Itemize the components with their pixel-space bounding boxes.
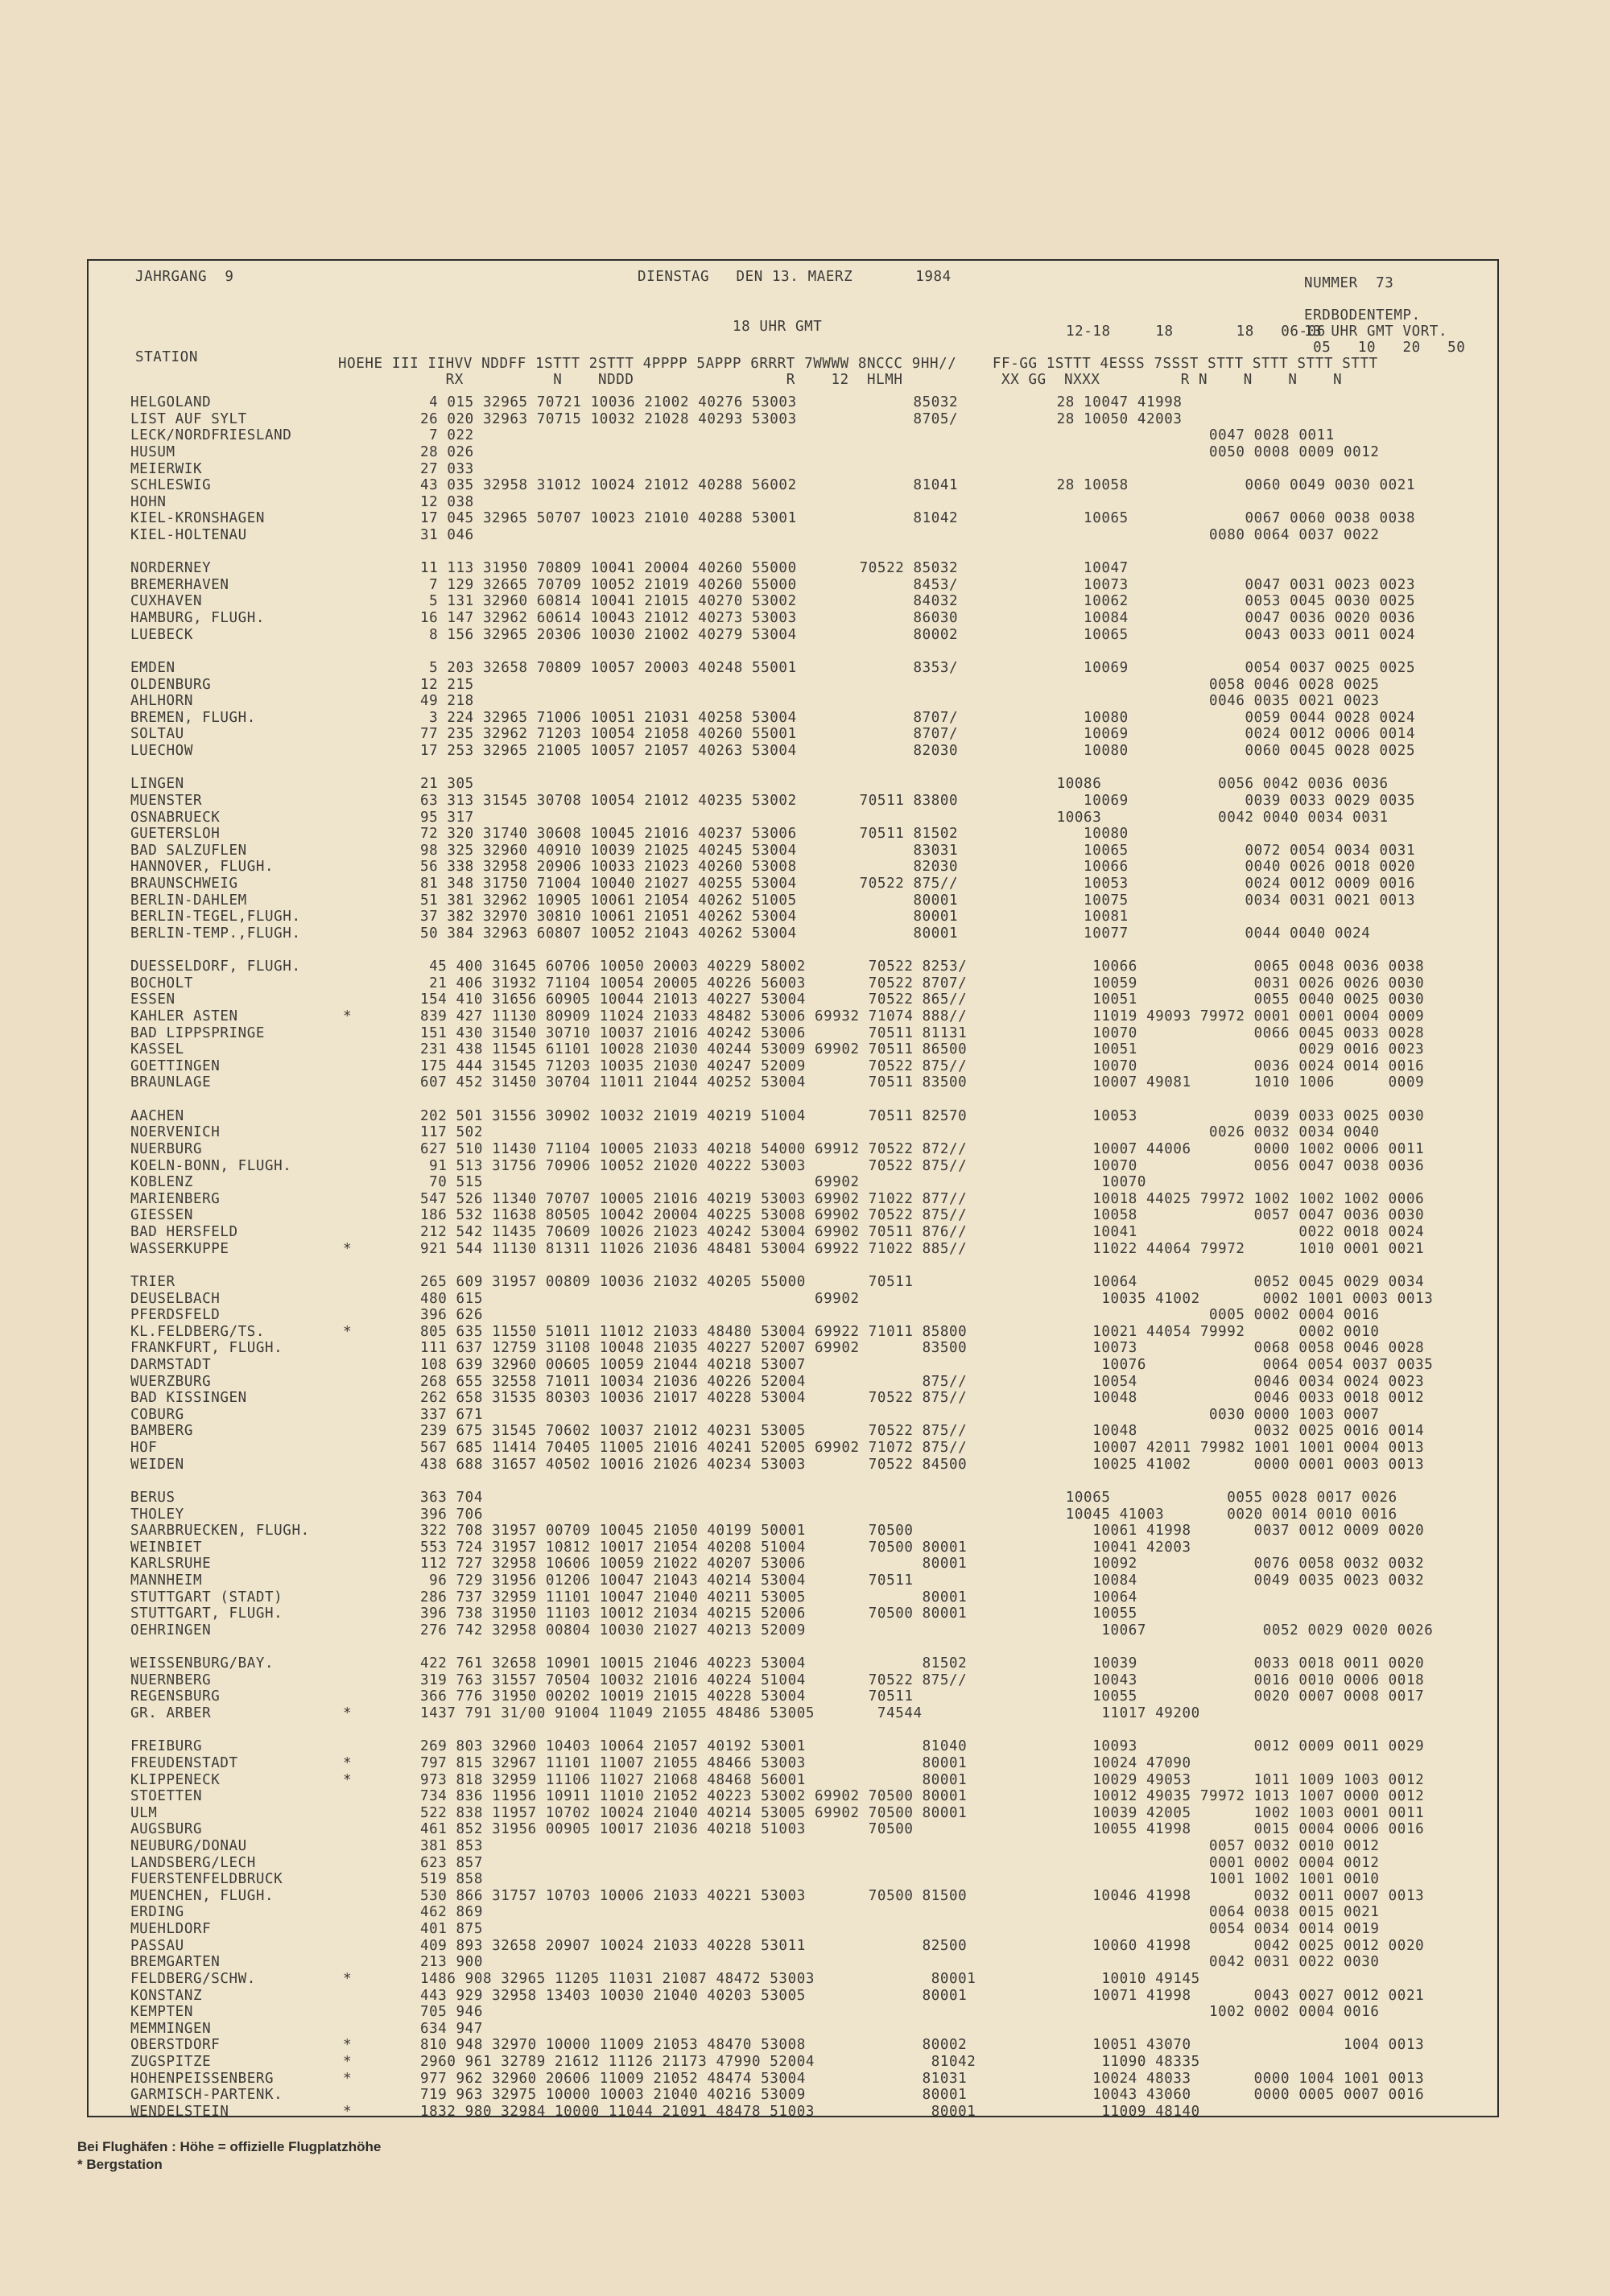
station-name: BAD LIPPSPRINGE [130,1024,266,1041]
station-name: FRANKFURT, FLUGH. [130,1340,283,1357]
jahrgang: JAHRGANG 9 [135,269,234,285]
observation-values: 12 215 0058 0046 0028 0025 [420,676,1380,693]
observation-values: 363 704 10065 0055 0028 0017 0026 [420,1489,1397,1506]
station-name: NOERVENICH [130,1124,221,1141]
station-name: GUETERSLOH [130,826,221,843]
station-name: BRAUNLAGE [130,1074,212,1091]
soil-temp-time: 13 UHR GMT VORT. [1304,324,1448,340]
station-name: HOF [130,1440,158,1457]
observation-values: 5 131 32960 60814 10041 21015 40270 53002 84032 10062 0053 0045 0030 0025 [420,593,1416,610]
observation-values: 49 218 0046 0035 0021 0023 [420,693,1380,710]
station-name: GOETTINGEN [130,1057,221,1074]
observation-values: 77 235 32962 71203 10054 21058 40260 55001 8707/ 10069 0024 0012 0006 0014 [420,726,1416,743]
station-name: PFERDSFELD [130,1307,221,1324]
observation-values: 443 929 32958 13403 10030 21040 40203 53005 80001 10071 41998 0043 0027 0012 0021 [420,1987,1425,2004]
column-header-2: RX N NDDD R 12 HLMH XX GG NXXX R N N N N [338,372,1343,388]
station-name: KONSTANZ [130,1987,203,2004]
observation-values: 705 946 1002 0002 0004 0016 [420,2004,1380,2021]
station-name: DEUSELBACH [130,1290,221,1307]
station-name: ESSEN [130,991,175,1008]
station-name: LIST AUF SYLT [130,410,247,427]
observation-values: 627 510 11430 71104 10005 21033 40218 54000 69912 70522 872// 10007 44006 0000 1002 0006 0011 [420,1140,1425,1157]
station-name: MUENSTER [130,792,203,809]
observation-values: 607 452 31450 30704 11011 21044 40252 53004 70511 83500 10007 49081 1010 1006 0009 [420,1074,1425,1091]
observation-values: 319 763 31557 70504 10032 21016 40224 51004 70522 875// 10043 0016 0010 0006 0018 [420,1672,1425,1688]
station-name: WASSERKUPPE [130,1240,229,1257]
station-name: AUGSBURG [130,1821,203,1838]
observation-values: 81 348 31750 71004 10040 21027 40255 53004 70522 875// 10053 0024 0012 0009 0016 [420,876,1416,892]
station-name: STUTTGART (STADT) [130,1589,283,1606]
station-name: SCHLESWIG [130,477,212,494]
observation-values: 839 427 11130 80909 11024 21033 48482 53006 69932 71074 888// 11019 49093 79972 0001 0001 0004 0009 [420,1008,1425,1024]
observation-values: 480 615 69902 10035 41002 0002 1001 0003 0013 [420,1290,1434,1307]
observation-values: 117 502 0026 0032 0034 0040 [420,1124,1380,1141]
observation-values: 381 853 0057 0032 0010 0012 [420,1837,1380,1854]
station-name: FREIBURG [130,1738,203,1755]
station-name: HANNOVER, FLUGH. [130,859,275,876]
station-name: LINGEN [130,776,184,793]
station-name: KAHLER ASTEN [130,1008,238,1024]
observation-values: 567 685 11414 70405 11005 21016 40241 52005 69902 71072 875// 10007 42011 79982 1001 1001 0004 0013 [420,1440,1425,1457]
station-header: STATION [135,349,198,365]
station-name: NUERBURG [130,1140,203,1157]
observation-values: 21 305 10086 0056 0042 0036 0036 [420,776,1389,793]
station-name: AHLHORN [130,693,193,710]
station-name: KLIPPENECK [130,1771,221,1788]
observation-values: 337 671 0030 0000 1003 0007 [420,1406,1380,1423]
observation-values: 553 724 31957 10812 10017 21054 40208 51004 70500 80001 10041 42003 [420,1539,1191,1556]
station-name: HOHENPEISSENBERG [130,2070,275,2087]
station-name: LANDSBERG/LECH [130,1854,256,1871]
observation-values: 17 045 32965 50707 10023 21010 40288 53001 81042 10065 0067 0060 0038 0038 [420,510,1416,527]
observation-values: 396 706 10045 41003 0020 0014 0010 0016 [420,1506,1397,1523]
observation-values: 186 532 11638 80505 10042 20004 40225 53008 69902 70522 875// 10058 0057 0047 0036 0030 [420,1207,1425,1224]
observation-values: 175 444 31545 71203 10035 21030 40247 52009 70522 875// 10070 0036 0024 0014 0016 [420,1057,1425,1074]
observation-values: 396 738 31950 11103 10012 21034 40215 52006 70500 80001 10055 [420,1606,1137,1622]
station-name: KARLSRUHE [130,1556,212,1573]
station-name: WUERZBURG [130,1373,212,1390]
observation-values: 154 410 31656 60905 10044 21013 40227 53004 70522 865// 10051 0055 0040 0025 0030 [420,991,1425,1008]
observation-values: 28 026 0050 0008 0009 0012 [420,443,1380,460]
soil-temp-title: ERDBODENTEMP. [1304,307,1421,324]
station-name: DUESSELDORF, FLUGH. [130,958,301,975]
observation-values: 269 803 32960 10403 10064 21057 40192 53001 81040 10093 0012 0009 0011 0029 [420,1738,1425,1755]
observation-values: 530 866 31757 10703 10006 21033 40221 53003 70500 81500 10046 41998 0032 0011 0007 0013 [420,1887,1425,1904]
observation-values: 8 156 32965 20306 10030 21002 40279 53004 80002 10065 0043 0033 0011 0024 [420,626,1416,643]
station-name: MEMMINGEN [130,2020,212,2037]
observation-values: 810 948 32970 10000 11009 21053 48470 53008 80002 10051 43070 1004 0013 [420,2037,1425,2054]
mountain-station-marker: * [343,1008,353,1024]
observation-values: 623 857 0001 0002 0004 0012 [420,1854,1380,1871]
observation-values: 921 544 11130 81311 11026 21036 48481 53004 69922 71022 885// 11022 44064 79972 1010 0001 0021 [420,1240,1425,1257]
station-name: HELGOLAND [130,394,212,410]
station-name: EMDEN [130,659,175,676]
column-header-1: HOEHE III IIHVV NDDFF 1STTT 2STTT 4PPPP 5APPP 6RRRT 7WWWW 8NCCC 9HH// FF-GG 1STTT 4ESSS 7SSST STTT STTT STTT STTT [338,356,1378,372]
station-name: OBERSTDORF [130,2037,221,2054]
observation-values: 51 381 32962 10905 10061 21054 40262 51005 80001 10075 0034 0031 0021 0013 [420,892,1416,909]
station-name: NUERNBERG [130,1672,212,1688]
station-name: AACHEN [130,1107,184,1124]
observation-values: 16 147 32962 60614 10043 21012 40273 53003 86030 10084 0047 0036 0020 0036 [420,610,1416,627]
observation-values: 27 033 [420,460,474,477]
station-name: MEIERWIK [130,460,203,477]
station-name: WENDELSTEIN [130,2103,229,2120]
observation-values: 5 203 32658 70809 10057 20003 40248 55001 8353/ 10069 0054 0037 0025 0025 [420,659,1416,676]
observation-values: 286 737 32959 11101 10047 21040 40211 53005 80001 10064 [420,1589,1137,1606]
observation-values: 239 675 31545 70602 10037 21012 40231 53005 70522 875// 10048 0032 0025 0016 0014 [420,1423,1425,1440]
station-name: BERLIN-DAHLEM [130,892,247,909]
station-name: LECK/NORDFRIESLAND [130,427,292,444]
observation-values: 422 761 32658 10901 10015 21046 40223 53004 81502 10039 0033 0018 0011 0020 [420,1655,1425,1672]
observation-values: 522 838 11957 10702 10024 21040 40214 53005 69902 70500 80001 10039 42005 1002 1003 0001 0011 [420,1804,1425,1821]
group-right-periods: 12-18 18 18 06-06 [1066,324,1326,340]
station-name: WEINBIET [130,1539,203,1556]
station-name: PASSAU [130,1937,184,1954]
station-name: KOBLENZ [130,1174,193,1191]
observation-values: 262 658 31535 80303 10036 21017 40228 53004 70522 875// 10048 0046 0033 0018 0012 [420,1390,1425,1407]
station-name: TRIER [130,1273,175,1290]
station-name: BRAUNSCHWEIG [130,876,238,892]
observation-values: 63 313 31545 30708 10054 21012 40235 53002 70511 83800 10069 0039 0033 0029 0035 [420,792,1416,809]
observation-values: 108 639 32960 00605 10059 21044 40218 53007 10076 0064 0054 0037 0035 [420,1357,1434,1373]
station-name: CUXHAVEN [130,593,203,610]
mountain-station-marker: * [343,1705,353,1721]
issue-date: DIENSTAG DEN 13. MAERZ 1984 [638,269,952,285]
issue-number: NUMMER 73 [1304,275,1394,291]
observation-values: 21 406 31932 71104 10054 20005 40226 56003 70522 8707/ 10059 0031 0026 0026 0030 [420,975,1425,991]
station-name: ERDING [130,1904,184,1921]
station-name: STOETTEN [130,1788,203,1805]
observation-values: 366 776 31950 00202 10019 21015 40228 53004 70511 10055 0020 0007 0008 0017 [420,1688,1425,1705]
mountain-station-marker: * [343,1754,353,1771]
observation-values: 396 626 0005 0002 0004 0016 [420,1307,1380,1324]
observation-values: 276 742 32958 00804 10030 21027 40213 52009 10067 0052 0029 0020 0026 [420,1622,1434,1639]
station-name: BOCHOLT [130,975,193,991]
observation-values: 1832 980 32984 10000 11044 21091 48478 51003 80001 11009 48140 [420,2103,1200,2120]
station-name: KOELN-BONN, FLUGH. [130,1157,292,1174]
observation-values: 91 513 31756 70906 10052 21020 40222 53003 70522 875// 10070 0056 0047 0038 0036 [420,1157,1425,1174]
footnote-mountain: * Bergstation [77,2157,163,2172]
station-name: LUECHOW [130,743,193,759]
mountain-station-marker: * [343,1323,353,1340]
station-name: SAARBRUECKEN, FLUGH. [130,1523,310,1540]
station-name: OSNABRUECK [130,809,221,826]
data-sheet [87,259,1499,2120]
observation-values: 31 046 0080 0064 0037 0022 [420,527,1380,543]
observation-values: 212 542 11435 70609 10026 21023 40242 53004 69902 70511 876// 10041 0022 0018 0024 [420,1224,1425,1240]
station-name: COBURG [130,1406,184,1423]
station-name: KEMPTEN [130,2004,193,2021]
observation-values: 111 637 12759 31108 10048 21035 40227 52007 69902 83500 10073 0068 0058 0046 0028 [420,1340,1425,1357]
observation-values: 547 526 11340 70707 10005 21016 40219 53003 69902 71022 877// 10018 44025 79972 1002 1002 1002 0006 [420,1190,1425,1207]
mountain-station-marker: * [343,2037,353,2054]
station-name: BREMERHAVEN [130,576,229,593]
observation-values: 2960 961 32789 21612 11126 21173 47990 52004 81042 11090 48335 [420,2054,1200,2070]
observation-values: 634 947 [420,2020,483,2037]
station-name: BAMBERG [130,1423,193,1440]
mountain-station-marker: * [343,1970,353,1987]
observation-values: 401 875 0054 0034 0014 0019 [420,1921,1380,1937]
observation-values: 268 655 32558 71011 10034 21036 40226 52004 875// 10054 0046 0034 0024 0023 [420,1373,1425,1390]
station-name: MARIENBERG [130,1190,221,1207]
station-name: ZUGSPITZE [130,2054,212,2070]
station-name: BERLIN-TEGEL,FLUGH. [130,909,301,925]
footnote-airports: Bei Flughäfen : Höhe = offizielle Flugplatzhöhe [77,2139,382,2154]
station-name: KIEL-KRONSHAGEN [130,510,266,527]
station-name: BERLIN-TEMP.,FLUGH. [130,925,301,942]
station-name: FELDBERG/SCHW. [130,1970,256,1987]
observation-values: 95 317 10063 0042 0040 0034 0031 [420,809,1389,826]
station-name: WEISSENBURG/BAY. [130,1655,275,1672]
station-name: BAD SALZUFLEN [130,842,247,859]
observation-values: 56 338 32958 20906 10033 21023 40260 53008 82030 10066 0040 0026 0018 0020 [420,859,1416,876]
observation-values: 322 708 31957 00709 10045 21050 40199 50001 70500 10061 41998 0037 0012 0009 0020 [420,1523,1425,1540]
station-name: MANNHEIM [130,1573,203,1589]
mountain-station-marker: * [343,2103,353,2120]
observation-values: 96 729 31956 01206 10047 21043 40214 53004 70511 10084 0049 0035 0023 0032 [420,1573,1425,1589]
station-name: WEIDEN [130,1456,184,1473]
mountain-station-marker: * [343,1771,353,1788]
station-name: GR. ARBER [130,1705,212,1721]
station-name: BREMGARTEN [130,1954,221,1971]
station-name: STUTTGART, FLUGH. [130,1606,283,1622]
observation-values: 797 815 32967 11101 11007 21055 48466 53003 80001 10024 47090 [420,1754,1191,1771]
station-name: BAD KISSINGEN [130,1390,247,1407]
station-name: BREMEN, FLUGH. [130,709,256,726]
station-name: BERUS [130,1489,175,1506]
station-name: LUEBECK [130,626,193,643]
station-name: REGENSBURG [130,1688,221,1705]
observation-values: 17 253 32965 21005 10057 21057 40263 53004 82030 10080 0060 0045 0028 0025 [420,743,1416,759]
observation-values: 519 858 1001 1002 1001 0010 [420,1871,1380,1888]
observation-values: 409 893 32658 20907 10024 21033 40228 53011 82500 10060 41998 0042 0025 0012 0020 [420,1937,1425,1954]
station-name: FREUDENSTADT [130,1754,238,1771]
station-name: ULM [130,1804,158,1821]
station-name: THOLEY [130,1506,184,1523]
group-18-gmt: 18 UHR GMT [733,319,823,335]
station-name: OLDENBURG [130,676,212,693]
station-name: NEUBURG/DONAU [130,1837,247,1854]
station-name: DARMSTADT [130,1357,212,1373]
observation-values: 805 635 11550 51011 11012 21033 48480 53004 69922 71011 85800 10021 44054 79992 0002 0010 [420,1323,1380,1340]
observation-values: 37 382 32970 30810 10061 21051 40262 53004 80001 10081 [420,909,1129,925]
observation-values: 11 113 31950 70809 10041 20004 40260 55000 70522 85032 10047 [420,560,1129,577]
station-name: KIEL-HOLTENAU [130,527,247,543]
observation-values: 112 727 32958 10606 10059 21022 40207 53006 80001 10092 0076 0058 0032 0032 [420,1556,1425,1573]
observation-values: 98 325 32960 40910 10039 21025 40245 53004 83031 10065 0072 0054 0034 0031 [420,842,1416,859]
observation-values: 45 400 31645 60706 10050 20003 40229 58002 70522 8253/ 10066 0065 0048 0036 0038 [420,958,1425,975]
observation-values: 70 515 69902 10070 [420,1174,1147,1191]
station-name: SOLTAU [130,726,184,743]
observation-values: 265 609 31957 00809 10036 21032 40205 55000 70511 10064 0052 0045 0029 0034 [420,1273,1425,1290]
observation-values: 438 688 31657 40502 10016 21026 40234 53003 70522 84500 10025 41002 0000 0001 0003 0013 [420,1456,1425,1473]
mountain-station-marker: * [343,2070,353,2087]
observation-values: 4 015 32965 70721 10036 21002 40276 53003 85032 28 10047 41998 [420,394,1183,410]
observation-values: 7 022 0047 0028 0011 [420,427,1335,444]
station-name: HOHN [130,493,167,510]
station-name: HUSUM [130,443,175,460]
station-name: BAD HERSFELD [130,1224,238,1240]
station-name: NORDERNEY [130,560,212,577]
station-name: KASSEL [130,1041,184,1058]
observation-values: 462 869 0064 0038 0015 0021 [420,1904,1380,1921]
observation-values: 719 963 32975 10000 10003 21040 40216 53009 80001 10043 43060 0000 0005 0007 0016 [420,2087,1425,2104]
station-name: MUENCHEN, FLUGH. [130,1887,275,1904]
observation-values: 231 438 11545 61101 10028 21030 40244 53009 69902 70511 86500 10051 0029 0016 0023 [420,1041,1425,1058]
station-name: GIESSEN [130,1207,193,1224]
observation-values: 43 035 32958 31012 10024 21012 40288 56002 81041 28 10058 0060 0049 0030 0021 [420,477,1416,494]
observation-values: 734 836 11956 10911 11010 21052 40223 53002 69902 70500 80001 10012 49035 79972 1013 1007 0000 0012 [420,1788,1425,1805]
observation-values: 1437 791 31/00 91004 11049 21055 48486 53005 74544 11017 49200 [420,1705,1200,1721]
station-name: HAMBURG, FLUGH. [130,610,266,627]
observation-values: 12 038 [420,493,474,510]
observation-values: 213 900 0042 0031 0022 0030 [420,1954,1380,1971]
observation-values: 26 020 32963 70715 10032 21028 40293 53003 8705/ 28 10050 42003 [420,410,1183,427]
station-name: FUERSTENFELDBRUCK [130,1871,283,1888]
station-name: KL.FELDBERG/TS. [130,1323,266,1340]
observation-values: 3 224 32965 71006 10051 21031 40258 53004 8707/ 10080 0059 0044 0028 0024 [420,709,1416,726]
station-name: GARMISCH-PARTENK. [130,2087,283,2104]
observation-values: 977 962 32960 20606 11009 21052 48474 53004 81031 10024 48033 0000 1004 1001 0013 [420,2070,1425,2087]
mountain-station-marker: * [343,2054,353,2070]
observation-values: 151 430 31540 30710 10037 21016 40242 53006 70511 81131 10070 0066 0045 0033 0028 [420,1024,1425,1041]
observation-values: 973 818 32959 11106 11027 21068 48468 56001 80001 10029 49053 1011 1009 1003 0012 [420,1771,1425,1788]
soil-temp-depths: 05 10 20 50 [1304,340,1466,356]
observation-values: 50 384 32963 60807 10052 21043 40262 53004 80001 10077 0044 0040 0024 [420,925,1371,942]
observation-values: 202 501 31556 30902 10032 21019 40219 51004 70511 82570 10053 0039 0033 0025 0030 [420,1107,1425,1124]
station-name: MUEHLDORF [130,1921,212,1937]
observation-values: 72 320 31740 30608 10045 21016 40237 53006 70511 81502 10080 [420,826,1129,843]
observation-values: 461 852 31956 00905 10017 21036 40218 51003 70500 10055 41998 0015 0004 0006 0016 [420,1821,1425,1838]
mountain-station-marker: * [343,1240,353,1257]
observation-values: 1486 908 32965 11205 11031 21087 48472 53003 80001 10010 49145 [420,1970,1200,1987]
observation-values: 7 129 32665 70709 10052 21019 40260 55000 8453/ 10073 0047 0031 0023 0023 [420,576,1416,593]
station-name: OEHRINGEN [130,1622,212,1639]
